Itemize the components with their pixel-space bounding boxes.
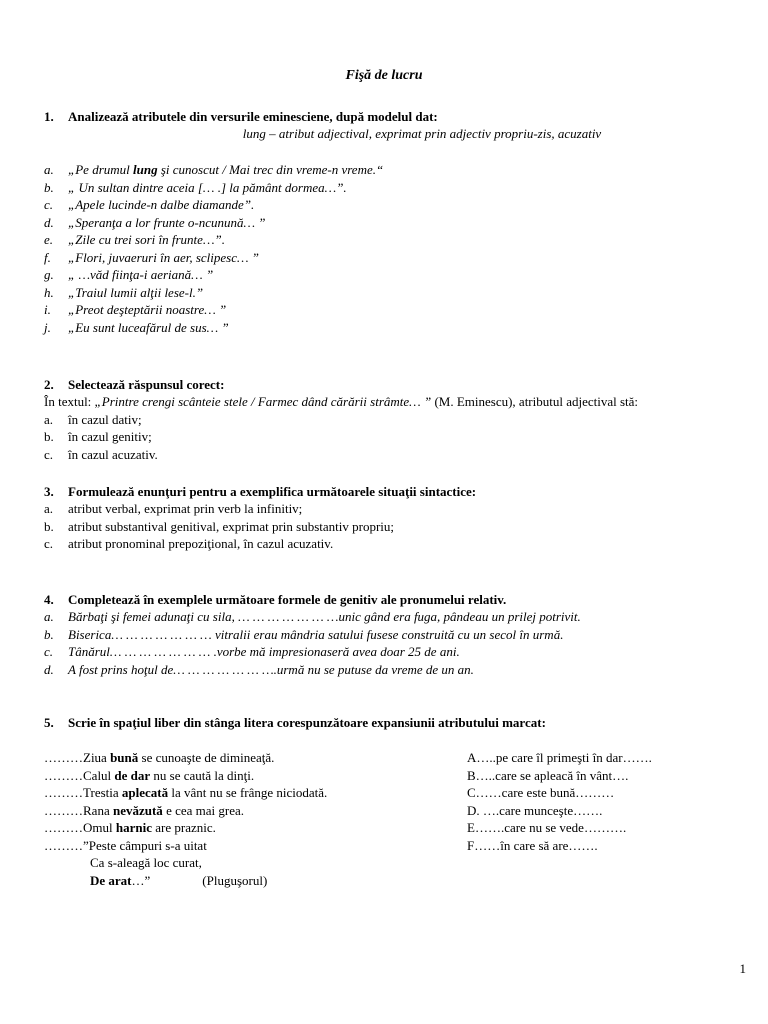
list-item: a. Bărbaţi şi femei adunaţi cu sila, … … … … … … …unic gând era fuga, pândeau un prilej potrivit. xyxy=(44,609,581,624)
list-item: D. ….care munceşte……. xyxy=(467,802,603,818)
list-item: ………Trestia aplecată la vânt nu se frânge niciodată. xyxy=(44,785,328,800)
question-number: 2. xyxy=(44,377,54,392)
question-number: 5. xyxy=(44,715,54,730)
option: b. în cazul genitiv; xyxy=(44,429,152,444)
proverb-column xyxy=(44,749,464,889)
question-text: Analizează atributele din versurile eminesciene, după modelul dat: xyxy=(68,109,438,124)
question-2-intro: În textul: „Printre crengi scânteie stele / Farmec dând cărării strâmte… ” (M. Eminescu), atributul adjectival stă: xyxy=(44,394,639,409)
list-item: ………Calul de dar nu se caută la dinţi. xyxy=(44,767,255,783)
list-item: h. „Traiul lumii alţii lese-l.” xyxy=(44,284,204,300)
list-item: c. „Apele lucinde-n dalbe diamande”. xyxy=(44,197,255,212)
list-item: E…….care nu se vede………. xyxy=(467,820,627,835)
question-number: 4. xyxy=(44,592,54,607)
question-4 xyxy=(44,591,760,678)
question-number: 3. xyxy=(44,484,54,499)
question-4-heading xyxy=(44,591,760,608)
list-item: j. „Eu sunt luceafărul de sus… ” xyxy=(44,319,229,335)
list-item: i. „Preot deşteptării noastre… ” xyxy=(44,302,227,317)
list-item: B…..care se apleacă în vânt…. xyxy=(467,767,629,783)
expansion-column xyxy=(467,749,757,854)
list-item: d. „Speranţa a lor frunte o-ncunună… ” xyxy=(44,214,266,230)
question-5-heading xyxy=(44,714,760,731)
list-item: A…..pe care îl primeşti în dar……. xyxy=(467,750,652,765)
list-item: d. A fost prins hoţul de… … … … … … ….urmă nu se putuse da vreme de un an. xyxy=(44,661,474,677)
option: a. în cazul dativ; xyxy=(44,411,142,427)
question-text: Formulează enunţuri pentru a exemplifica următoarele situaţii sintactice: xyxy=(68,484,477,499)
list-item: ………Omul harnic are praznic. xyxy=(44,820,216,835)
model-answer: lung – atribut adjectival, exprimat prin adjectiv propriu-zis, acuzativ xyxy=(242,126,602,141)
question-2-heading xyxy=(44,376,760,393)
option: b. atribut substantival genitival, exprimat prin substantiv propriu; xyxy=(44,518,395,534)
page-title: Fişă de lucru xyxy=(345,68,423,83)
option: c. atribut pronominal prepoziţional, în cazul acuzativ. xyxy=(44,536,334,551)
list-item: g. „ …văd fiinţa-i aeriană… ” xyxy=(44,267,214,282)
list-item: c. Tânărul… … … … … … … .vorbe mă impresionaseră avea doar 25 de ani. xyxy=(44,644,460,659)
list-item: F……în care să are……. xyxy=(467,837,598,853)
list-item: b. Biserica… … … … … … … vitralii erau mândria satului fusese construită cu un secol în urmă. xyxy=(44,626,564,642)
list-item: b. „ Un sultan dintre aceia [… .] la pământ dormea…”. xyxy=(44,179,347,195)
list-item: f. „Flori, juvaeruri în aer, sclipesc… ” xyxy=(44,249,260,265)
poem-line: De arat…” (Pluguşorul) xyxy=(90,872,268,888)
list-item: a. „Pe drumul lung şi cunoscut / Mai trec din vreme-n vreme.“ xyxy=(44,162,384,177)
question-text: Selectează răspunsul corect: xyxy=(68,377,225,392)
verse-list xyxy=(44,161,760,336)
list-item: C……care este bună……… xyxy=(467,785,615,800)
option: c. în cazul acuzativ. xyxy=(44,446,158,462)
question-text: Scrie în spaţiul liber din stânga litera corespunzătoare expansiunii atributului marcat: xyxy=(68,715,546,730)
list-item: ………Ziua bună se cunoaşte de dimineaţă. xyxy=(44,750,275,765)
question-number: 1. xyxy=(44,109,54,124)
list-item: ………”Peste câmpuri s-a uitat xyxy=(44,837,207,853)
question-5 xyxy=(44,714,760,888)
option: a. atribut verbal, exprimat prin verb la infinitiv; xyxy=(44,501,303,516)
question-1-heading xyxy=(44,108,760,125)
question-text: Completează în exemplele următoare formele de genitiv ale pronumelui relativ. xyxy=(68,592,507,607)
list-item: ………Rana nevăzută e cea mai grea. xyxy=(44,802,245,818)
question-1 xyxy=(44,108,760,336)
question-3 xyxy=(44,483,760,553)
page-number: 1 xyxy=(739,961,746,976)
list-item: e. „Zile cu trei sori în frunte…”. xyxy=(44,232,225,247)
poem-source: (Pluguşorul) xyxy=(202,872,268,888)
question-3-heading xyxy=(44,483,760,500)
question-2 xyxy=(44,376,760,463)
poem-line: Ca s-aleagă loc curat, xyxy=(90,855,202,870)
